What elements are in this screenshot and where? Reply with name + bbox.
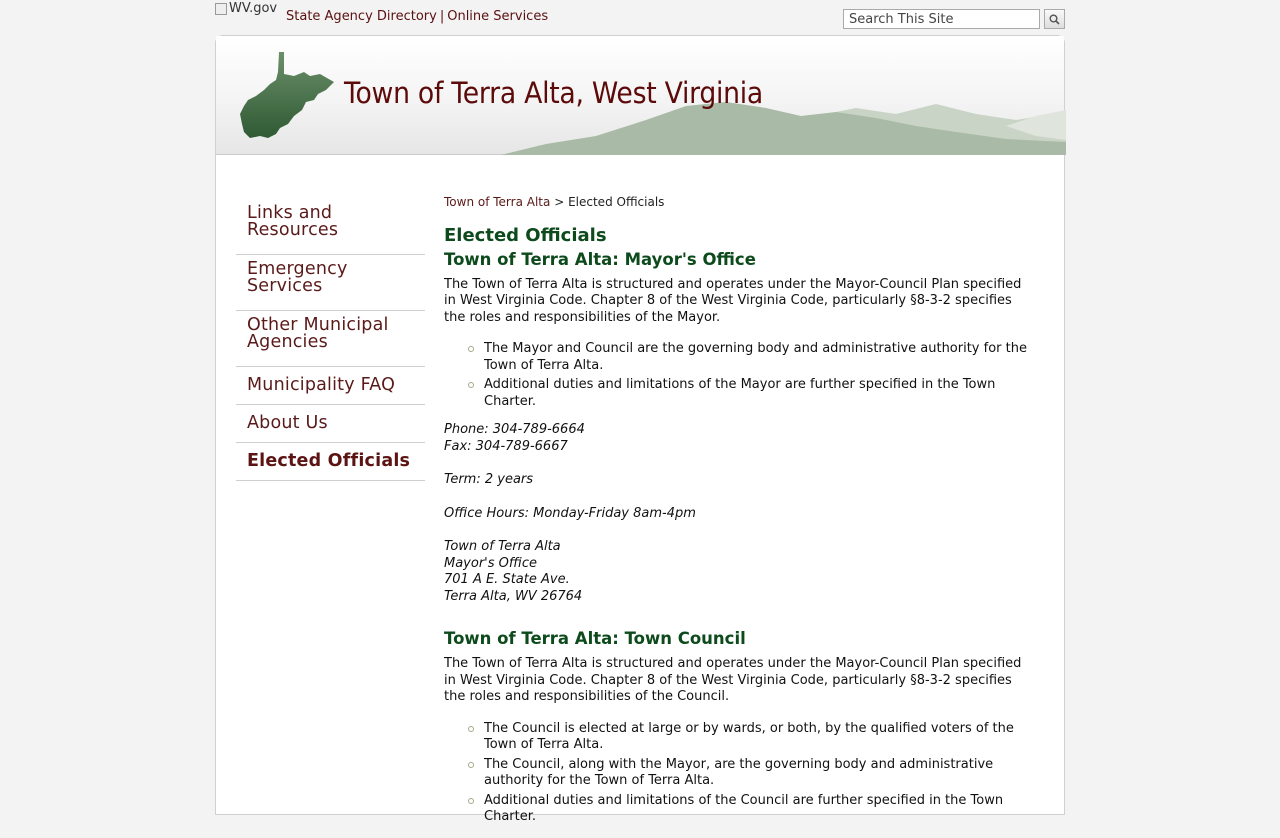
breadcrumb-separator: >: [554, 195, 565, 209]
list-item: Additional duties and limitations of the Council are further specified in the Town Charter.: [466, 793, 1034, 826]
breadcrumb: [444, 194, 1034, 211]
breadcrumb-current: Elected Officials: [568, 195, 665, 209]
mayor-heading: Town of Terra Alta: Mayor's Office: [444, 249, 756, 269]
site-title: Town of Terra Alta, West Virginia: [344, 76, 763, 110]
address-line: Terra Alta, WV 26764: [444, 588, 583, 604]
top-utility-bar: [215, 0, 1065, 36]
address-line: Mayor's Office: [444, 555, 538, 571]
sidebar-item-municipality-faq[interactable]: Municipality FAQ: [236, 367, 425, 405]
online-services-link[interactable]: Online Services: [447, 9, 549, 24]
search-button[interactable]: [1044, 9, 1065, 29]
main-content: [444, 194, 1034, 838]
page-title: Elected Officials: [444, 224, 607, 246]
sidebar-item-about-us[interactable]: About Us: [236, 405, 425, 443]
top-links-separator: |: [439, 9, 445, 24]
sidebar-nav: [236, 199, 425, 481]
council-intro: The Town of Terra Alta is structured and operates under the Mayor-Council Plan specified in West Virginia Code. Chapter 8 of the West Virginia Code, particularly §8-3-2 specifies the roles and responsibilities of the Council.: [444, 656, 1022, 704]
mayor-term: Term: 2 years: [444, 472, 534, 487]
main-card: [215, 35, 1065, 824]
site-banner: [216, 36, 1064, 155]
wv-gov-logo-alt: WV.gov: [229, 1, 278, 16]
sidebar-item-links-and-resources[interactable]: Links and Resources: [236, 199, 425, 255]
list-item: The Council is elected at large or by wards, or both, by the qualified voters of the Town of Terra Alta.: [466, 721, 1034, 754]
address-line: 701 A E. State Ave.: [444, 572, 570, 587]
broken-image-icon: [215, 3, 227, 15]
search-input[interactable]: [843, 9, 1040, 29]
sidebar-item-emergency-services[interactable]: Emergency Services: [236, 255, 425, 311]
search-icon: [1049, 14, 1060, 25]
list-item: The Council, along with the Mayor, are the governing body and administrative authority for the Town of Terra Alta.: [466, 757, 1034, 790]
mayor-contact: [444, 422, 1034, 605]
wv-gov-logo[interactable]: [215, 1, 277, 16]
west-virginia-map-icon: [238, 50, 334, 140]
council-heading: Town of Terra Alta: Town Council: [444, 629, 746, 648]
address-line: Town of Terra Alta: [444, 539, 561, 554]
council-bullets: [466, 721, 1034, 826]
mayor-bullets: [466, 341, 1034, 410]
state-agency-directory-link[interactable]: State Agency Directory: [286, 9, 437, 24]
top-links: [286, 9, 548, 24]
list-item: Additional duties and limitations of the Mayor are further specified in the Town Charter.: [466, 377, 1034, 410]
sidebar-item-other-municipal-agencies[interactable]: Other Municipal Agencies: [236, 311, 425, 367]
mayor-intro: The Town of Terra Alta is structured and operates under the Mayor-Council Plan specified in West Virginia Code. Chapter 8 of the West Virginia Code, particularly §8-3-2 specifies the roles and responsibilities of the Mayor.: [444, 276, 1022, 325]
list-item: The Mayor and Council are the governing body and administrative authority for the Town of Terra Alta.: [466, 341, 1034, 374]
sidebar-item-elected-officials[interactable]: Elected Officials: [236, 443, 425, 481]
mayor-fax: Fax: 304-789-6667: [444, 438, 568, 454]
mayor-office-hours: Office Hours: Monday-Friday 8am-4pm: [444, 505, 696, 521]
mayor-phone: Phone: 304-789-6664: [444, 422, 585, 437]
breadcrumb-home-link[interactable]: Town of Terra Alta: [444, 195, 551, 209]
